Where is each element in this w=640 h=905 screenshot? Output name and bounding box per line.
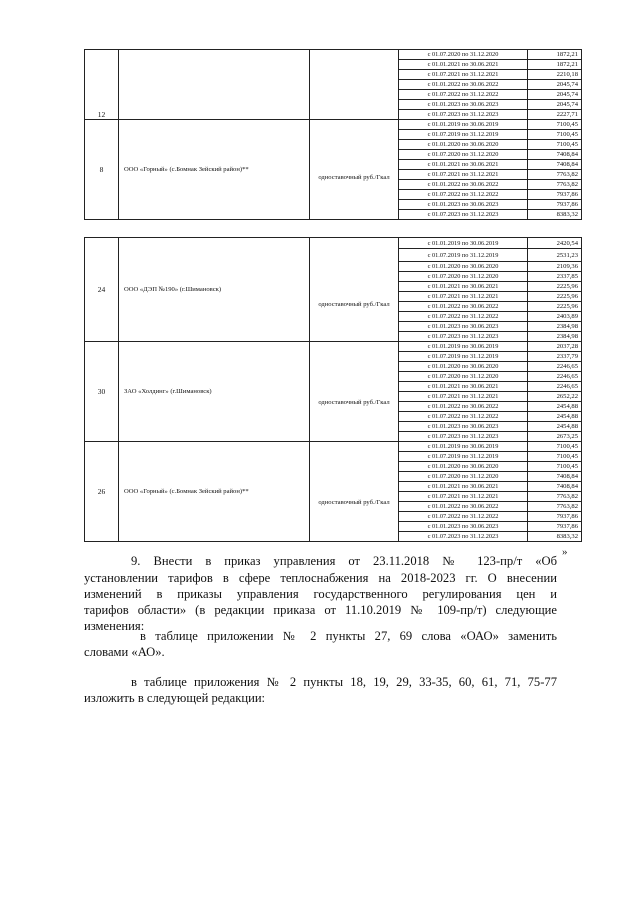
tariff-value: 2109,36 bbox=[528, 262, 582, 272]
period-cell: с 01.01.2022 по 30.06.2022 bbox=[399, 180, 528, 190]
period-cell: с 01.01.2019 по 30.06.2019 bbox=[399, 120, 528, 130]
tariff-value: 7763,82 bbox=[528, 180, 582, 190]
table-row bbox=[85, 238, 582, 249]
period-cell: с 01.01.2023 по 30.06.2023 bbox=[399, 200, 528, 210]
redaction-line-2: изложить в следующей редакции: bbox=[84, 691, 266, 705]
period-cell: с 01.01.2020 по 30.06.2020 bbox=[399, 140, 528, 150]
period-cell: с 01.01.2021 по 30.06.2021 bbox=[399, 382, 528, 392]
tariff-value: 7408,84 bbox=[528, 160, 582, 170]
period-cell: с 01.01.2019 по 30.06.2019 bbox=[399, 238, 528, 249]
organization-cell: ООО «Горный» (с.Бомнак Зейский район)** bbox=[119, 120, 310, 220]
period-cell: с 01.01.2021 по 30.06.2021 bbox=[399, 282, 528, 292]
tariff-value: 2037,28 bbox=[528, 342, 582, 352]
row-number: 30 bbox=[85, 342, 119, 442]
organization-cell: ООО «ДЭП №190» (г.Шимановск) bbox=[119, 238, 310, 342]
row-number: 12 bbox=[85, 50, 119, 120]
period-cell: с 01.07.2023 по 31.12.2023 bbox=[399, 432, 528, 442]
period-cell: с 01.07.2022 по 31.12.2022 bbox=[399, 312, 528, 322]
replace-line-2: словами «АО». bbox=[84, 645, 165, 659]
tariff-value: 2454,88 bbox=[528, 412, 582, 422]
period-cell: с 01.07.2019 по 31.12.2019 bbox=[399, 452, 528, 462]
paragraph-9-line-5: изменения: bbox=[84, 619, 145, 633]
table-row bbox=[85, 50, 582, 60]
unit-cell: одноставочный руб./Гкал bbox=[310, 342, 399, 442]
tariff-value: 7408,84 bbox=[528, 150, 582, 160]
period-cell: с 01.07.2019 по 31.12.2019 bbox=[399, 249, 528, 262]
period-cell: с 01.01.2021 по 30.06.2021 bbox=[399, 60, 528, 70]
tariff-value: 7937,86 bbox=[528, 200, 582, 210]
tariff-value: 7100,45 bbox=[528, 120, 582, 130]
tariff-value: 7408,84 bbox=[528, 472, 582, 482]
period-cell: с 01.07.2020 по 31.12.2020 bbox=[399, 50, 528, 60]
period-cell: с 01.07.2020 по 31.12.2020 bbox=[399, 150, 528, 160]
period-cell: с 01.07.2023 по 31.12.2023 bbox=[399, 332, 528, 342]
tariff-value: 7937,86 bbox=[528, 190, 582, 200]
period-cell: с 01.07.2021 по 31.12.2021 bbox=[399, 392, 528, 402]
tariff-value: 2227,71 bbox=[528, 110, 582, 120]
paragraph-9-line-2: установлении тарифов в сфере теплоснабжения на 2018-2023 гг. О внесении bbox=[84, 571, 557, 585]
period-cell: с 01.07.2020 по 31.12.2020 bbox=[399, 472, 528, 482]
period-cell: с 01.01.2023 по 30.06.2023 bbox=[399, 522, 528, 532]
tariff-value: 7100,45 bbox=[528, 452, 582, 462]
tariff-table-top bbox=[84, 49, 582, 220]
period-cell: с 01.07.2019 по 31.12.2019 bbox=[399, 352, 528, 362]
tariff-value: 1872,21 bbox=[528, 50, 582, 60]
unit-cell: одноставочный руб./Гкал bbox=[310, 238, 399, 342]
period-cell: с 01.07.2023 по 31.12.2023 bbox=[399, 532, 528, 542]
tariff-value: 2225,96 bbox=[528, 302, 582, 312]
tariff-value: 7100,45 bbox=[528, 140, 582, 150]
table-a-body bbox=[85, 50, 582, 220]
tariff-value: 2045,74 bbox=[528, 100, 582, 110]
period-cell: с 01.01.2022 по 30.06.2022 bbox=[399, 502, 528, 512]
tariff-value: 2246,65 bbox=[528, 372, 582, 382]
tariff-value: 2652,22 bbox=[528, 392, 582, 402]
tariff-value: 2045,74 bbox=[528, 80, 582, 90]
tariff-value: 2225,96 bbox=[528, 292, 582, 302]
period-cell: с 01.01.2021 по 30.06.2021 bbox=[399, 482, 528, 492]
tariff-value: 2531,23 bbox=[528, 249, 582, 262]
row-number: 24 bbox=[85, 238, 119, 342]
period-cell: с 01.01.2020 по 30.06.2020 bbox=[399, 462, 528, 472]
row-number: 26 bbox=[85, 442, 119, 542]
period-cell: с 01.07.2019 по 31.12.2019 bbox=[399, 130, 528, 140]
tariff-value: 7408,84 bbox=[528, 482, 582, 492]
period-cell: с 01.01.2019 по 30.06.2019 bbox=[399, 442, 528, 452]
period-cell: с 01.01.2022 по 30.06.2022 bbox=[399, 302, 528, 312]
tariff-value: 2420,54 bbox=[528, 238, 582, 249]
tariff-value: 2246,65 bbox=[528, 382, 582, 392]
period-cell: с 01.07.2022 по 31.12.2022 bbox=[399, 512, 528, 522]
tariff-value: 8383,32 bbox=[528, 210, 582, 220]
tariff-value: 2337,85 bbox=[528, 272, 582, 282]
table-b-body bbox=[85, 238, 582, 542]
tariff-value: 2673,25 bbox=[528, 432, 582, 442]
period-cell: с 01.07.2021 по 31.12.2021 bbox=[399, 492, 528, 502]
table-row bbox=[85, 442, 582, 452]
tariff-value: 7937,86 bbox=[528, 522, 582, 532]
period-cell: с 01.01.2022 по 30.06.2022 bbox=[399, 402, 528, 412]
unit-cell: одноставочный руб./Гкал bbox=[310, 120, 399, 220]
tariff-value: 2246,65 bbox=[528, 362, 582, 372]
period-cell: с 01.07.2023 по 31.12.2023 bbox=[399, 210, 528, 220]
tariff-value: 2045,74 bbox=[528, 90, 582, 100]
period-cell: с 01.07.2022 по 31.12.2022 bbox=[399, 90, 528, 100]
period-cell: с 01.01.2023 по 30.06.2023 bbox=[399, 322, 528, 332]
tariff-value: 7763,82 bbox=[528, 502, 582, 512]
period-cell: с 01.07.2020 по 31.12.2020 bbox=[399, 272, 528, 282]
tariff-value: 2384,98 bbox=[528, 322, 582, 332]
tariff-value: 7100,45 bbox=[528, 442, 582, 452]
period-cell: с 01.07.2023 по 31.12.2023 bbox=[399, 110, 528, 120]
period-cell: с 01.01.2020 по 30.06.2020 bbox=[399, 362, 528, 372]
tariff-value: 2454,88 bbox=[528, 422, 582, 432]
period-cell: с 01.07.2021 по 31.12.2021 bbox=[399, 170, 528, 180]
period-cell: с 01.07.2021 по 31.12.2021 bbox=[399, 292, 528, 302]
paragraph-9-line-4: тарифов области» (в редакции приказа от 11.10.2019 № 109-пр/т) следующие bbox=[84, 603, 557, 617]
organization-cell: ООО «Горный» (с.Бомнак Зейский район)** bbox=[119, 442, 310, 542]
tariff-value: 7100,45 bbox=[528, 130, 582, 140]
tariff-value: 2225,96 bbox=[528, 282, 582, 292]
redaction-line-1: в таблице приложения № 2 пункты 18, 19, 29, 33-35, 60, 61, 71, 75-77 bbox=[131, 675, 557, 689]
unit-cell: одноставочный руб./Гкал bbox=[310, 442, 399, 542]
closing-quote: » bbox=[562, 546, 568, 558]
tariff-value: 8383,32 bbox=[528, 532, 582, 542]
tariff-value: 2454,88 bbox=[528, 402, 582, 412]
paragraph-9-line-3: изменений в приказы управления государственного регулирования цен и bbox=[84, 587, 557, 601]
tariff-value: 2403,89 bbox=[528, 312, 582, 322]
period-cell: с 01.01.2022 по 30.06.2022 bbox=[399, 80, 528, 90]
period-cell: с 01.01.2023 по 30.06.2023 bbox=[399, 100, 528, 110]
tariff-table-bottom bbox=[84, 237, 582, 542]
tariff-value: 7937,86 bbox=[528, 512, 582, 522]
replace-line-1: в таблице приложении № 2 пункты 27, 69 слова «ОАО» заменить bbox=[140, 629, 557, 643]
period-cell: с 01.07.2022 по 31.12.2022 bbox=[399, 412, 528, 422]
period-cell: с 01.01.2020 по 30.06.2020 bbox=[399, 262, 528, 272]
unit-cell bbox=[310, 50, 399, 120]
table-row bbox=[85, 342, 582, 352]
paragraph-9-line-1: 9. Внести в приказ управления от 23.11.2018 № 123-пр/т «Об bbox=[131, 554, 557, 568]
row-number: 8 bbox=[85, 120, 119, 220]
period-cell: с 01.01.2019 по 30.06.2019 bbox=[399, 342, 528, 352]
period-cell: с 01.07.2022 по 31.12.2022 bbox=[399, 190, 528, 200]
tariff-value: 7100,45 bbox=[528, 462, 582, 472]
period-cell: с 01.07.2020 по 31.12.2020 bbox=[399, 372, 528, 382]
tariff-value: 2337,79 bbox=[528, 352, 582, 362]
tariff-value: 1872,21 bbox=[528, 60, 582, 70]
period-cell: с 01.01.2021 по 30.06.2021 bbox=[399, 160, 528, 170]
tariff-value: 7763,82 bbox=[528, 492, 582, 502]
period-cell: с 01.07.2021 по 31.12.2021 bbox=[399, 70, 528, 80]
tariff-value: 2210,18 bbox=[528, 70, 582, 80]
organization-cell: ЗАО «Холдинг» (г.Шимановск) bbox=[119, 342, 310, 442]
table-row bbox=[85, 120, 582, 130]
tariff-value: 2384,98 bbox=[528, 332, 582, 342]
period-cell: с 01.01.2023 по 30.06.2023 bbox=[399, 422, 528, 432]
organization-cell bbox=[119, 50, 310, 120]
tariff-value: 7763,82 bbox=[528, 170, 582, 180]
